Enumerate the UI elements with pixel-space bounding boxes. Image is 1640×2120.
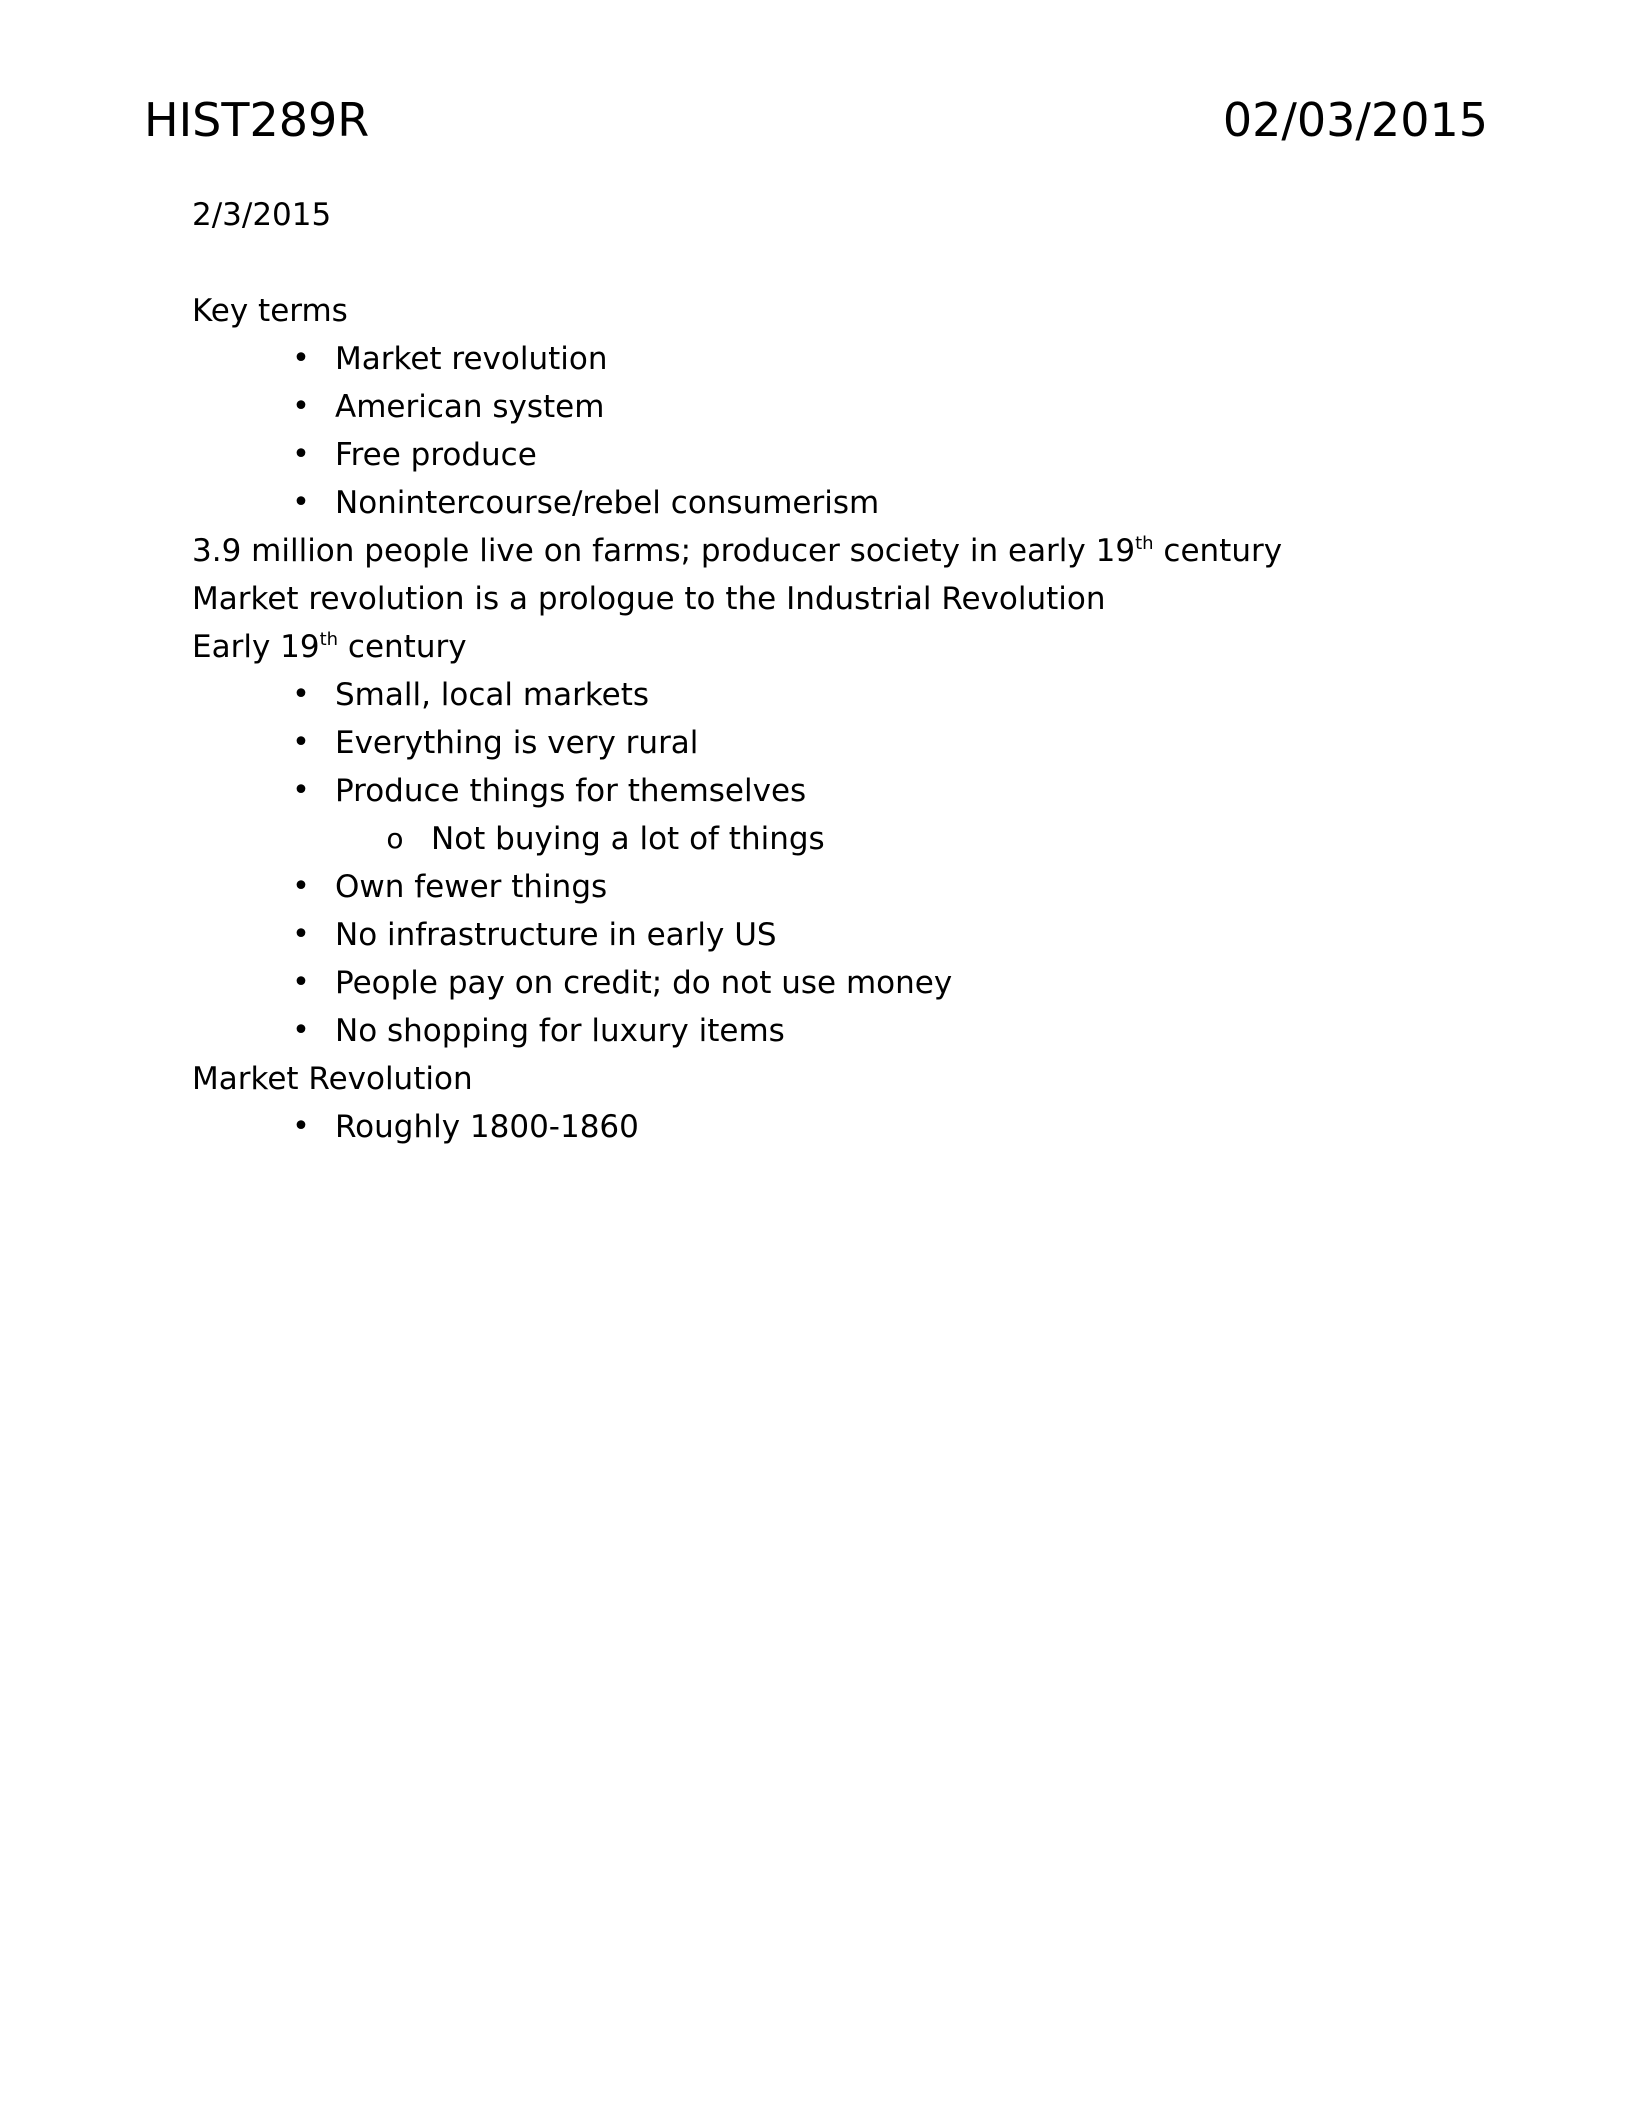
bullet-icon: • <box>292 917 310 952</box>
farms-line-tail: century <box>1153 533 1283 569</box>
list-item-text: People pay on credit; do not use money <box>335 965 953 1001</box>
farms-line-text: 3.9 million people live on farms; producer society in early 19 <box>192 533 1136 569</box>
spacer <box>192 239 1512 287</box>
bullet-icon: • <box>292 341 310 376</box>
bullet-icon: • <box>292 773 310 808</box>
list-item-text: Roughly 1800-1860 <box>335 1109 639 1145</box>
list-item-text: Nonintercourse/rebel consumerism <box>335 485 880 521</box>
list-item <box>192 671 1512 719</box>
list-item <box>192 479 1512 527</box>
bullet-icon: • <box>292 725 310 760</box>
list-item <box>192 767 1512 815</box>
notes-date: 2/3/2015 <box>192 197 332 233</box>
bullet-icon: • <box>292 1013 310 1048</box>
sub-list-item-text: Not buying a lot of things <box>431 821 825 857</box>
early-century-tail: century <box>338 629 467 665</box>
bullet-icon: • <box>292 485 310 520</box>
farms-line <box>192 527 1512 575</box>
course-code: HIST289R <box>144 93 370 147</box>
bullet-icon: • <box>292 437 310 472</box>
early-century-text: Early 19 <box>192 629 320 665</box>
list-item-text: American system <box>335 389 605 425</box>
key-terms-heading: Key terms <box>192 293 348 329</box>
list-item-text: Produce things for themselves <box>335 773 807 809</box>
list-item-text: No shopping for luxury items <box>335 1013 785 1049</box>
list-item <box>192 431 1512 479</box>
bullet-icon: • <box>292 965 310 1000</box>
bullet-icon: • <box>292 869 310 904</box>
list-item <box>192 719 1512 767</box>
prologue-line: Market revolution is a prologue to the Industrial Revolution <box>192 581 1106 617</box>
notes-body <box>192 191 1512 1151</box>
list-item <box>192 911 1512 959</box>
early-century-heading <box>192 623 1512 671</box>
ordinal-suffix: th <box>1135 533 1154 554</box>
ordinal-suffix: th <box>319 629 339 650</box>
market-revolution-heading: Market Revolution <box>192 1061 473 1097</box>
list-item <box>192 335 1512 383</box>
list-item-text: Everything is very rural <box>335 725 699 761</box>
list-item-text: Free produce <box>335 437 537 473</box>
bullet-icon: • <box>292 1109 310 1144</box>
bullet-icon: • <box>292 677 310 712</box>
list-item <box>192 863 1512 911</box>
list-item <box>192 1103 1512 1151</box>
list-item <box>192 1007 1512 1055</box>
list-item <box>192 959 1512 1007</box>
list-item-text: Small, local markets <box>335 677 650 713</box>
list-item <box>192 383 1512 431</box>
header-date: 02/03/2015 <box>1222 93 1488 147</box>
list-item-text: Market revolution <box>335 341 608 377</box>
list-item-text: Own fewer things <box>335 869 608 905</box>
sub-list-item <box>192 815 1512 863</box>
sub-bullet-icon: o <box>386 822 404 855</box>
bullet-icon: • <box>292 389 310 424</box>
list-item-text: No infrastructure in early US <box>335 917 777 953</box>
